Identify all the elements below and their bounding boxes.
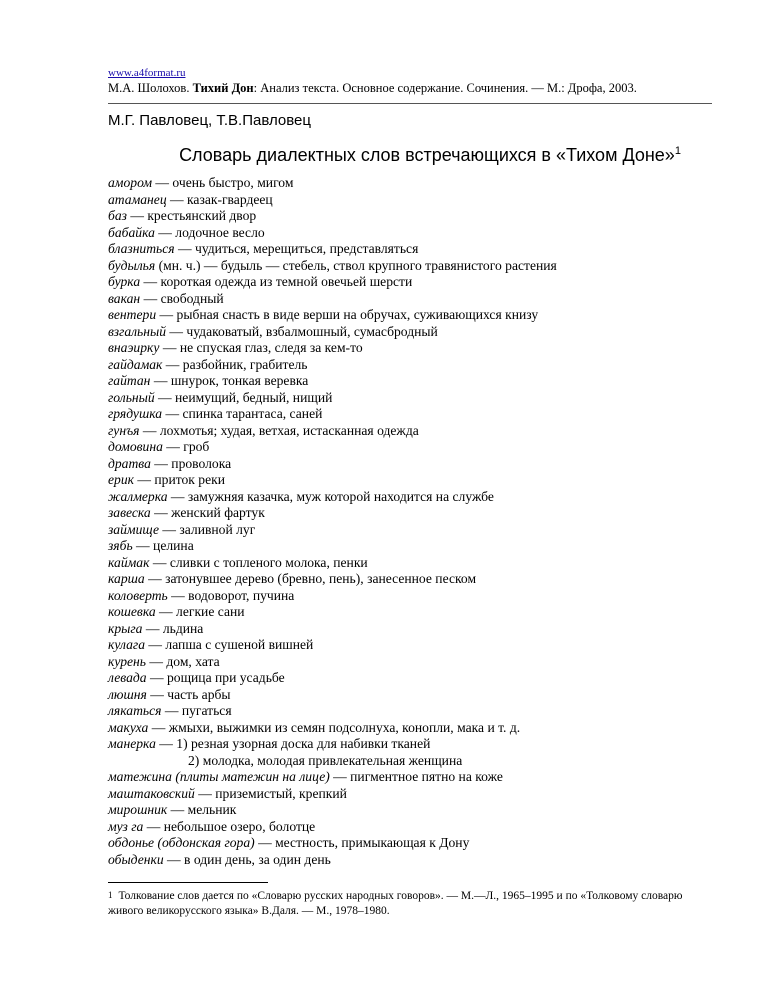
- entry-definition: — затонувшее дерево (бревно, пень), занесенное песком: [144, 571, 477, 586]
- dictionary-entry: [108, 472, 712, 489]
- entry-term: жалмерка: [108, 488, 168, 504]
- entry-definition: — шнурок, тонкая веревка: [150, 373, 309, 388]
- entry-term: грядушка: [108, 406, 163, 421]
- source-rest: : Анализ текста. Основное содержание. Сочинения. — М.: Дрофа, 2003.: [253, 81, 637, 95]
- entry-definition: — в один день, за один день: [163, 851, 331, 867]
- entry-term: внаэирку: [108, 340, 160, 355]
- entry-definition: — приток реки: [134, 472, 226, 487]
- entry-term: бурка: [108, 274, 141, 289]
- dictionary-entry: [108, 588, 712, 605]
- entry-term: дратва: [108, 455, 151, 471]
- entry-definition: (мн. ч.) — будыль — стебель, ствол крупного травянистого растения: [155, 257, 557, 273]
- dictionary-entry: [108, 423, 712, 440]
- entry-definition: — женский фартук: [150, 505, 265, 520]
- entry-definition: 2) молодка, молодая привлекательная женщина: [188, 752, 463, 768]
- entry-definition: — дом, хата: [145, 653, 220, 669]
- dictionary-entry: [108, 175, 712, 192]
- entry-term: вакан: [108, 290, 141, 306]
- entry-definition: — лапша с сушеной вишней: [145, 637, 314, 652]
- dictionary-entry: [108, 654, 712, 671]
- entry-definition: — небольшое озеро, болотце: [143, 818, 316, 834]
- dictionary-entry: [108, 192, 712, 209]
- dictionary-entry: [108, 736, 712, 753]
- entry-definition: — легкие сани: [155, 604, 245, 619]
- entry-definition: — короткая одежда из темной овечьей шерсти: [140, 274, 413, 289]
- entry-term: мирошник: [108, 802, 168, 817]
- dictionary-entry: [108, 769, 712, 786]
- dictionary-entry: [108, 357, 712, 374]
- entry-definition: — не спуская глаз, следя за кем-то: [159, 340, 363, 355]
- entry-definition: — рыбная снасть в виде верши на обручах, суживающихся книзу: [156, 307, 539, 322]
- entry-term: вентери: [108, 307, 157, 322]
- entry-definition: — разбойник, грабитель: [162, 356, 308, 372]
- entry-definition: — 1) резная узорная доска для набивки тканей: [155, 736, 431, 751]
- dictionary-entry: [108, 802, 712, 819]
- dictionary-entry: [108, 208, 712, 225]
- entry-term: макуха: [108, 719, 149, 735]
- entry-definition: — пугаться: [161, 703, 232, 718]
- entry-term: ерик: [108, 472, 134, 487]
- entry-definition: — водоворот, пучина: [167, 587, 295, 603]
- footnote: [108, 889, 712, 919]
- entry-definition: — неимущий, бедный, нищий: [154, 389, 333, 405]
- document-page: [108, 67, 712, 919]
- source-title: Тихий Дон: [192, 81, 254, 95]
- entry-definition: — казак-гвардеец: [166, 191, 273, 207]
- source-author: М.А. Шолохов.: [108, 81, 190, 95]
- entry-definition: — чудаковатый, взбалмошный, сумасбродный: [166, 323, 438, 339]
- entry-term: кулага: [108, 637, 146, 652]
- dictionary-entry: [108, 373, 712, 390]
- entry-definition: — свободный: [140, 290, 224, 306]
- entry-term: кошевка: [108, 604, 156, 619]
- entry-definition: — местность, примыкающая к Дону: [254, 835, 470, 850]
- footnote-divider: [108, 882, 268, 883]
- entry-term: атаманец: [108, 191, 167, 207]
- entry-definition: — приземистый, крепкий: [194, 785, 347, 801]
- entry-term: блазниться: [108, 241, 175, 256]
- entry-definition: — жмыхи, выжимки из семян подсолнуха, конопли, мака и т. д.: [148, 719, 521, 735]
- dictionary-entry: [108, 324, 712, 341]
- entry-definition: — лодочное весло: [154, 224, 265, 240]
- page-title: [108, 144, 712, 166]
- entry-term: лякаться: [108, 703, 162, 718]
- entry-term: обдонье (обдонская гора): [108, 835, 255, 850]
- entry-term: займище: [108, 521, 160, 537]
- dictionary-entry: [108, 637, 712, 654]
- dictionary-entry: [108, 571, 712, 588]
- dictionary-entry: [108, 291, 712, 308]
- dictionary-entry: [108, 538, 712, 555]
- dictionary-entry: [108, 522, 712, 539]
- dictionary-entry: [108, 489, 712, 506]
- entry-definition: — мельник: [167, 802, 237, 817]
- entry-term: гольный: [108, 389, 155, 405]
- entry-term: домовина: [108, 439, 163, 454]
- dictionary-entry: [108, 274, 712, 291]
- entry-term: завеска: [108, 505, 151, 520]
- entry-definition: — чудиться, мерещиться, представляться: [174, 241, 419, 256]
- title-footnote-mark: 1: [674, 145, 681, 157]
- entry-term: каймак: [108, 554, 150, 570]
- source-link[interactable]: www.a4format.ru: [108, 67, 186, 79]
- entry-definition: — гроб: [162, 439, 210, 454]
- dictionary-entry: [108, 621, 712, 638]
- entry-definition: — лохмотья; худая, ветхая, истасканная одежда: [139, 422, 419, 438]
- dictionary-entry: [108, 687, 712, 704]
- entry-term: левада: [108, 670, 147, 685]
- dictionary-entry: [108, 852, 712, 869]
- authors: М.Г. Павловец, Т.В.Павловец: [108, 112, 311, 129]
- entry-definition: — часть арбы: [146, 686, 231, 702]
- dictionary-entry: [108, 753, 712, 770]
- dictionary-entry: [108, 604, 712, 621]
- entry-term: курень: [108, 653, 146, 669]
- dictionary-entry: [108, 720, 712, 737]
- entry-term: крыга: [108, 620, 143, 636]
- title-text: Словарь диалектных слов встречающихся в «Тихом Доне»: [179, 145, 675, 165]
- entry-definition: — пигментное пятно на коже: [329, 769, 503, 784]
- entry-term: гайтан: [108, 373, 151, 388]
- dictionary-entry: [108, 225, 712, 242]
- dictionary-entry: [108, 703, 712, 720]
- dictionary-entry: [108, 241, 712, 258]
- entry-term: маштаковский: [108, 785, 195, 801]
- dictionary-entry: [108, 390, 712, 407]
- footnote-text: Толкование слов дается по «Словарю русских народных говоров». — М.—Л., 1965–1995 и по «Толковому словарю живого великорусского языка» В.Даля. — М., 1978–1980.: [108, 890, 683, 917]
- entry-term: обыденки: [108, 851, 164, 867]
- entry-term: гайдамак: [108, 356, 163, 372]
- footnote-mark: 1: [108, 890, 113, 900]
- entry-term: амором: [108, 175, 153, 190]
- dictionary-entry: [108, 819, 712, 836]
- dictionary-entry: [108, 439, 712, 456]
- entry-term: гунъя: [108, 422, 140, 438]
- entry-definition: — проволока: [150, 455, 232, 471]
- entry-definition: — целина: [132, 538, 194, 553]
- dictionary-entry: [108, 835, 712, 852]
- entry-term: баз: [108, 208, 127, 223]
- dictionary-entry: [108, 340, 712, 357]
- entry-term: карша: [108, 571, 145, 586]
- entry-term: будылья: [108, 257, 156, 273]
- dictionary-entry: [108, 555, 712, 572]
- entry-definition: — крестьянский двор: [126, 208, 257, 223]
- dictionary-entry: [108, 406, 712, 423]
- header-divider: [108, 103, 712, 104]
- dictionary-entry: [108, 456, 712, 473]
- entry-term: муз га: [108, 818, 144, 834]
- entry-term: зябь: [108, 538, 133, 553]
- entry-definition: — замужняя казачка, муж которой находится на службе: [167, 488, 494, 504]
- source-citation: [108, 80, 712, 96]
- dictionary-entries: [108, 175, 712, 868]
- entry-term: коловерть: [108, 587, 168, 603]
- dictionary-entry: [108, 258, 712, 275]
- entry-definition: — льдина: [142, 620, 204, 636]
- entry-definition: — рощица при усадьбе: [146, 670, 285, 685]
- dictionary-entry: [108, 670, 712, 687]
- entry-definition: — сливки с топленого молока, пенки: [149, 554, 368, 570]
- entry-term: манерка: [108, 736, 156, 751]
- entry-term: взгальный: [108, 323, 166, 339]
- dictionary-entry: [108, 307, 712, 324]
- entry-term: бабайка: [108, 224, 155, 240]
- dictionary-entry: [108, 505, 712, 522]
- dictionary-entry: [108, 786, 712, 803]
- entry-definition: — спинка тарантаса, саней: [162, 406, 323, 421]
- entry-term: матежина (плиты матежин на лице): [108, 769, 330, 784]
- entry-term: люшня: [108, 686, 147, 702]
- entry-definition: — заливной луг: [159, 521, 256, 537]
- entry-definition: — очень быстро, мигом: [152, 175, 294, 190]
